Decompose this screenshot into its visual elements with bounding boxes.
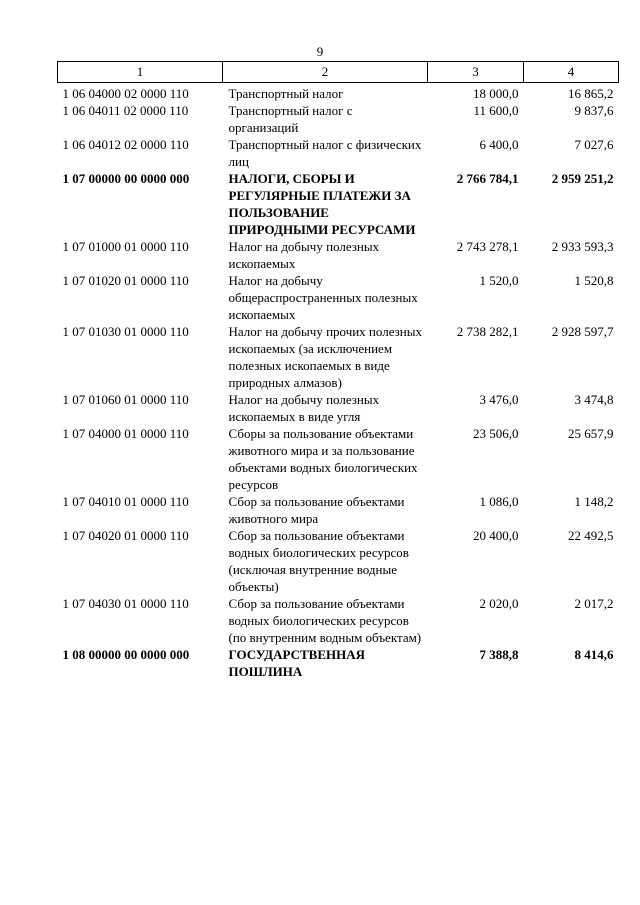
value-col4-cell: 22 492,5 [568,528,614,543]
page-number: 9 [316,44,324,59]
code-cell: 1 07 01030 01 0000 110 [62,324,189,339]
budget-table [57,61,619,680]
value-col4-cell: 1 148,2 [574,494,614,509]
name-cell: Сборы за пользование объектами животного мира и за пользование объектами водных биологических ресурсов [228,426,418,492]
name-cell: ГОСУДАРСТВЕННАЯ ПОШЛИНА [228,647,365,679]
value-col3-cell: 6 400,0 [479,137,519,152]
table-row [58,391,619,425]
name-cell: Сбор за пользование объектами водных биологических ресурсов (по внутренним водным объектам) [228,596,422,645]
name-cell: НАЛОГИ, СБОРЫ И РЕГУЛЯРНЫЕ ПЛАТЕЖИ ЗА ПОЛЬЗОВАНИЕ ПРИРОДНЫМИ РЕСУРСАМИ [228,171,416,237]
value-col3-cell: 11 600,0 [473,103,519,118]
code-cell: 1 07 04020 01 0000 110 [62,528,189,543]
name-cell: Налог на добычу прочих полезных ископаемых (за исключением полезных ископаемых в виде природных алмазов) [228,324,422,390]
value-col3-cell: 2 738 282,1 [456,324,519,339]
table-row [58,136,619,170]
value-col4-cell: 8 414,6 [574,647,614,662]
value-col3-cell: 20 400,0 [473,528,519,543]
table-body [58,83,619,681]
value-col4-cell: 9 837,6 [574,103,614,118]
value-col3-cell: 18 000,0 [473,86,519,101]
code-cell: 1 08 00000 00 0000 000 [62,647,190,662]
value-col3-cell: 7 388,8 [479,647,519,662]
table-header-row [58,62,619,83]
table-row [58,238,619,272]
table-row [58,595,619,646]
table-row [58,170,619,238]
code-cell: 1 06 04011 02 0000 110 [62,103,189,118]
value-col3-cell: 23 506,0 [473,426,519,441]
table-row [58,83,619,103]
name-cell: Налог на добычу полезных ископаемых [228,239,380,271]
code-cell: 1 06 04012 02 0000 110 [62,137,189,152]
value-col4-cell: 1 520,8 [574,273,614,288]
value-col4-cell: 7 027,6 [574,137,614,152]
code-cell: 1 07 01020 01 0000 110 [62,273,189,288]
name-cell: Транспортный налог с организаций [228,103,353,135]
value-col4-cell: 25 657,9 [568,426,614,441]
name-cell: Транспортный налог с физических лиц [228,137,422,169]
table-row [58,527,619,595]
name-cell: Сбор за пользование объектами водных биологических ресурсов (исключая внутренние водные объекты) [228,528,409,594]
table-row [58,425,619,493]
value-col3-cell: 2 766 784,1 [456,171,519,186]
code-cell: 1 07 01000 01 0000 110 [62,239,189,254]
table-row [58,272,619,323]
name-cell: Сбор за пользование объектами животного мира [228,494,405,526]
code-cell: 1 07 04030 01 0000 110 [62,596,189,611]
name-cell: Транспортный налог [228,86,344,101]
column-header-4: 4 [524,62,619,83]
value-col4-cell: 2 017,2 [574,596,614,611]
name-cell: Налог на добычу общераспространенных полезных ископаемых [228,273,418,322]
value-col3-cell: 1 520,0 [479,273,519,288]
column-header-2: 2 [223,62,428,83]
code-cell: 1 07 04010 01 0000 110 [62,494,189,509]
value-col4-cell: 3 474,8 [574,392,614,407]
table-row [58,102,619,136]
table-row [58,493,619,527]
name-cell: Налог на добычу полезных ископаемых в виде угля [228,392,380,424]
code-cell: 1 07 00000 00 0000 000 [62,171,190,186]
value-col3-cell: 2 743 278,1 [456,239,519,254]
table-row [58,646,619,680]
value-col3-cell: 1 086,0 [479,494,519,509]
code-cell: 1 07 01060 01 0000 110 [62,392,189,407]
value-col3-cell: 2 020,0 [479,596,519,611]
column-header-3: 3 [428,62,524,83]
value-col4-cell: 2 928 597,7 [551,324,614,339]
column-header-1: 1 [58,62,223,83]
value-col4-cell: 16 865,2 [568,86,614,101]
code-cell: 1 07 04000 01 0000 110 [62,426,189,441]
value-col4-cell: 2 959 251,2 [551,171,614,186]
value-col3-cell: 3 476,0 [479,392,519,407]
table-row [58,323,619,391]
code-cell: 1 06 04000 02 0000 110 [62,86,189,101]
value-col4-cell: 2 933 593,3 [551,239,614,254]
